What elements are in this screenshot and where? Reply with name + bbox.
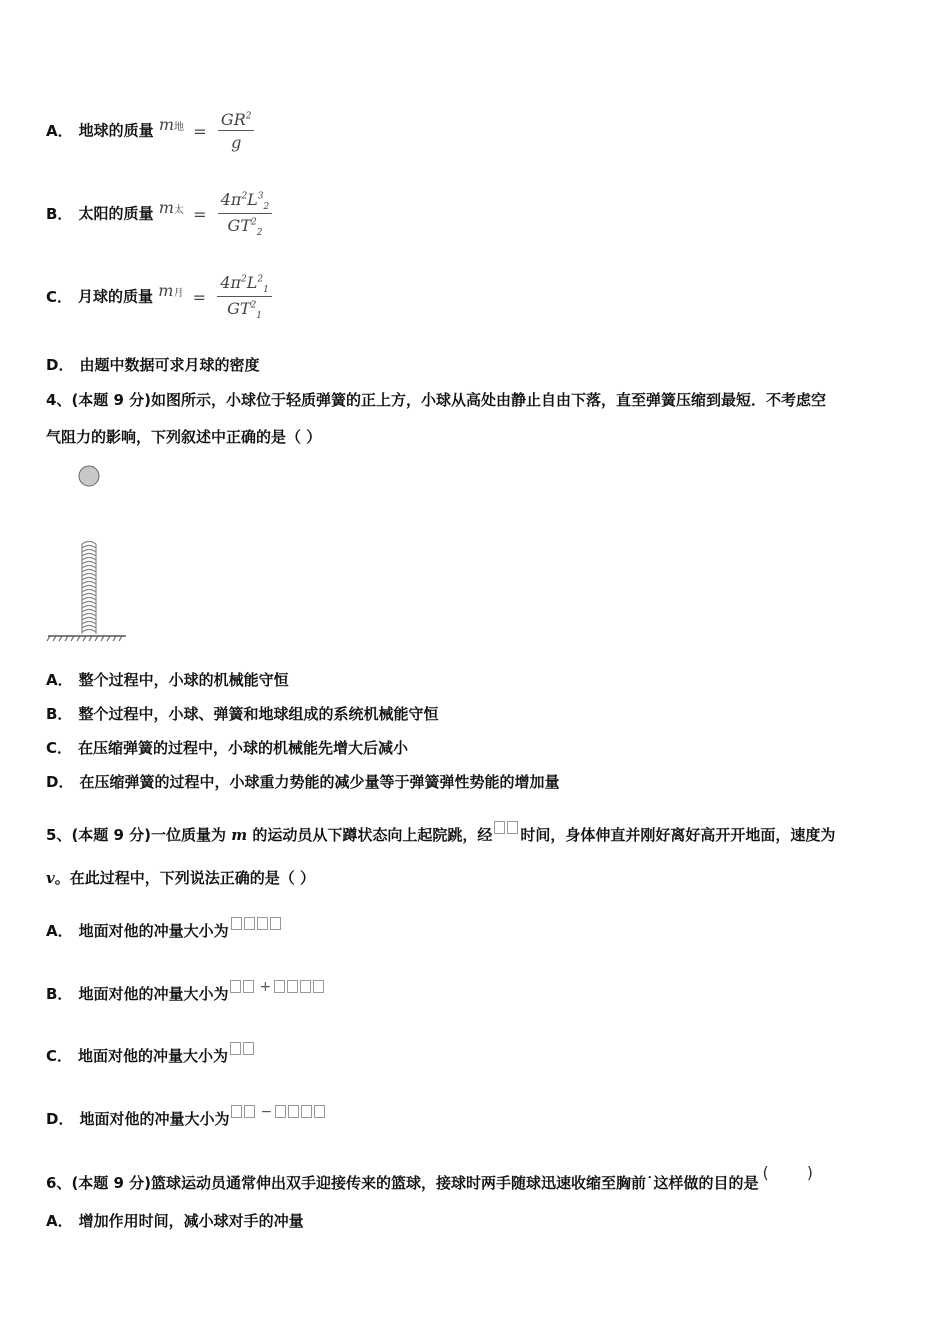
option-text: 地球的质量 — [78, 121, 154, 140]
option-label: B． — [46, 204, 73, 223]
option-text: 太阳的质量 — [78, 204, 154, 223]
mass-symbol: m太 — [158, 197, 184, 217]
q6-stem: 6、(本题 9 分)篮球运动员通常伸出双手迎接传来的篮球，接球时两手随球迅速收缩至胸前˙这样做的目的是( ) — [46, 1163, 814, 1192]
q4-stem-line1 — [46, 389, 826, 410]
q4-option-d: D． 在压缩弹簧的过程中，小球重力势能的减少量等于弹簧弹性势能的增加量 — [46, 773, 560, 791]
missing-formula-glyphs: + — [230, 977, 326, 995]
q5-option-b: B． 地面对他的冲量大小为 + — [46, 977, 326, 1004]
q5-option-c: C． 地面对他的冲量大小为 — [46, 1039, 256, 1066]
missing-formula-glyphs — [231, 914, 283, 932]
spring — [82, 542, 96, 635]
ball-spring-figure — [46, 458, 136, 648]
missing-formula-glyphs: − — [231, 1102, 327, 1120]
option-label: C． — [46, 287, 73, 306]
mass-symbol: m月 — [158, 280, 184, 300]
mass-symbol: m地 — [158, 114, 185, 134]
missing-formula-glyphs — [494, 818, 520, 836]
q3-option-b: B． 太阳的质量 m太 = $\frac{4\pi^2L^3_2}{GT^2_2}$ — [46, 190, 272, 238]
ground — [47, 636, 126, 641]
q3-option-d — [46, 354, 259, 375]
q3-option-a: A． 地球的质量 m地 = $\frac{GR^2}{g}$ — [46, 110, 254, 152]
ball — [79, 466, 99, 486]
q4-stem-line2 — [46, 426, 321, 447]
missing-formula-glyphs — [230, 1039, 256, 1057]
formula-fraction: $\frac{4\pi^2L^3_2}{GT^2_2}$ — [218, 190, 273, 238]
q3-option-c: C． 月球的质量 m月 = $\frac{4\pi^2L^2_1}{GT^2_1}$ — [46, 273, 272, 321]
formula-fraction: $\frac{4\pi^2L^2_1}{GT^2_1}$ — [217, 273, 272, 321]
question-number: 4、 — [46, 391, 72, 409]
option-text: 由题中数据可求月球的密度 — [79, 356, 260, 374]
q4-option-b: B． 整个过程中，小球、弹簧和地球组成的系统机械能守恒 — [46, 705, 439, 723]
question-number: 5、 — [46, 826, 72, 844]
question-text: (本题 9 分)如图所示，小球位于轻质弹簧的正上方，小球从高处由静止自由下落，直至弹簧压缩到最短．不考虑空 — [71, 391, 827, 409]
question-text: 气阻力的影响，下列叙述中正确的是（ ） — [46, 428, 322, 446]
option-label: A． — [46, 121, 73, 140]
q6-option-a: A． 增加作用时间，减小球对手的冲量 — [46, 1212, 304, 1230]
q4-option-c: C． 在压缩弹簧的过程中，小球的机械能先增大后减小 — [46, 739, 409, 757]
q4-option-a: A． 整个过程中，小球的机械能守恒 — [46, 671, 289, 689]
question-number: 6、 — [46, 1174, 72, 1192]
q5-stem-line1: 5、(本题 9 分)一位质量为 m 的运动员从下蹲状态向上起院跳，经 时间，身体伸直并刚好离好高开开地面，速度为 — [46, 818, 835, 845]
q5-option-a: A． 地面对他的冲量大小为 — [46, 914, 283, 941]
formula-fraction: $\frac{GR^2}{g}$ — [218, 110, 255, 152]
option-text: 月球的质量 — [78, 287, 154, 306]
option-label: D． — [46, 356, 74, 374]
answer-parenthesis: ( ) — [762, 1163, 814, 1182]
q5-option-d: D． 地面对他的冲量大小为 − — [46, 1102, 327, 1129]
q5-stem-line2: v。在此过程中，下列说法正确的是（ ） — [46, 869, 315, 887]
